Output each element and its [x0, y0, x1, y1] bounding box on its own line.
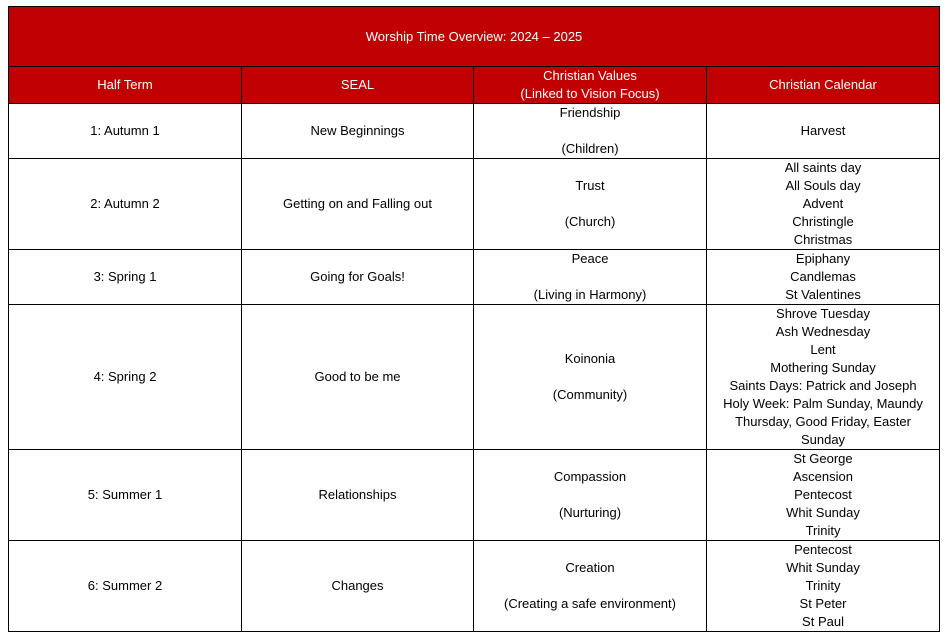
table-row — [9, 159, 940, 250]
calendar-item: Whit Sunday — [786, 560, 860, 575]
header-half-term: Half Term — [9, 67, 242, 104]
header-row — [9, 67, 940, 104]
calendar-item: Trinity — [805, 523, 841, 538]
half-term-cell: 6: Summer 2 — [9, 541, 242, 632]
calendar-item: St Valentines — [785, 287, 861, 302]
values-cell — [474, 450, 707, 541]
value-spacer — [476, 486, 704, 504]
header-christian-calendar: Christian Calendar — [707, 67, 940, 104]
calendar-item: Whit Sunday — [786, 505, 860, 520]
value-note: (Nurturing) — [558, 505, 622, 520]
calendar-item: Holy Week: Palm Sunday, Maundy — [723, 396, 923, 411]
table-title: Worship Time Overview: 2024 – 2025 — [9, 7, 940, 67]
calendar-item: Christmas — [793, 232, 853, 247]
value-spacer — [476, 195, 704, 213]
calendar-item: Epiphany — [795, 251, 851, 266]
calendar-cell — [707, 104, 940, 159]
calendar-item: Pentecost — [794, 487, 852, 502]
calendar-item: Shrove Tuesday — [776, 306, 870, 321]
half-term-cell: 4: Spring 2 — [9, 305, 242, 450]
worship-overview-table — [8, 6, 940, 632]
half-term-cell: 1: Autumn 1 — [9, 104, 242, 159]
value-spacer — [476, 268, 704, 286]
calendar-item: Sunday — [800, 432, 846, 447]
value-name: Friendship — [559, 105, 621, 120]
table-row — [9, 250, 940, 305]
seal-cell: Good to be me — [242, 305, 474, 450]
calendar-item: Ash Wednesday — [775, 324, 871, 339]
calendar-item: Candlemas — [790, 269, 856, 284]
values-cell — [474, 104, 707, 159]
value-note: (Children) — [561, 141, 619, 156]
calendar-item: Ascension — [793, 469, 853, 484]
calendar-item: St George — [793, 451, 853, 466]
calendar-item: St Peter — [799, 596, 847, 611]
table-row — [9, 450, 940, 541]
value-name: Koinonia — [564, 351, 616, 366]
half-term-cell: 3: Spring 1 — [9, 250, 242, 305]
value-note: (Creating a safe environment) — [504, 596, 676, 611]
value-name: Peace — [571, 251, 609, 266]
calendar-item: Trinity — [805, 578, 841, 593]
calendar-cell — [707, 305, 940, 450]
value-spacer — [476, 122, 704, 140]
value-note: (Living in Harmony) — [533, 287, 647, 302]
value-spacer — [476, 577, 704, 595]
calendar-item: Thursday, Good Friday, Easter — [735, 414, 911, 429]
calendar-item: Mothering Sunday — [770, 360, 876, 375]
header-seal: SEAL — [242, 67, 474, 104]
header-values-title: Christian Values — [543, 68, 637, 83]
calendar-item: All saints day — [784, 160, 862, 175]
value-note: (Community) — [552, 387, 628, 402]
calendar-item: Pentecost — [794, 542, 852, 557]
values-cell — [474, 541, 707, 632]
table-row — [9, 541, 940, 632]
title-row — [9, 7, 940, 67]
header-values-subtitle: (Linked to Vision Focus) — [520, 86, 660, 101]
table-row — [9, 104, 940, 159]
half-term-cell: 5: Summer 1 — [9, 450, 242, 541]
value-name: Creation — [565, 560, 615, 575]
calendar-item: St Paul — [802, 614, 844, 629]
seal-cell: Going for Goals! — [242, 250, 474, 305]
calendar-cell — [707, 450, 940, 541]
header-christian-values — [474, 67, 707, 104]
value-name: Compassion — [553, 469, 627, 484]
seal-cell: Getting on and Falling out — [242, 159, 474, 250]
calendar-cell — [707, 159, 940, 250]
seal-cell: New Beginnings — [242, 104, 474, 159]
seal-cell: Changes — [242, 541, 474, 632]
calendar-item: Christingle — [792, 214, 854, 229]
value-name: Trust — [575, 178, 605, 193]
values-cell — [474, 305, 707, 450]
calendar-item: All Souls day — [785, 178, 861, 193]
calendar-cell — [707, 541, 940, 632]
table-row — [9, 305, 940, 450]
value-spacer — [476, 368, 704, 386]
seal-cell: Relationships — [242, 450, 474, 541]
calendar-cell — [707, 250, 940, 305]
calendar-item: Saints Days: Patrick and Joseph — [729, 378, 917, 393]
values-cell — [474, 250, 707, 305]
calendar-item: Harvest — [800, 123, 846, 138]
half-term-cell: 2: Autumn 2 — [9, 159, 242, 250]
values-cell — [474, 159, 707, 250]
calendar-item: Lent — [810, 342, 836, 357]
value-note: (Church) — [564, 214, 616, 229]
calendar-item: Advent — [802, 196, 844, 211]
